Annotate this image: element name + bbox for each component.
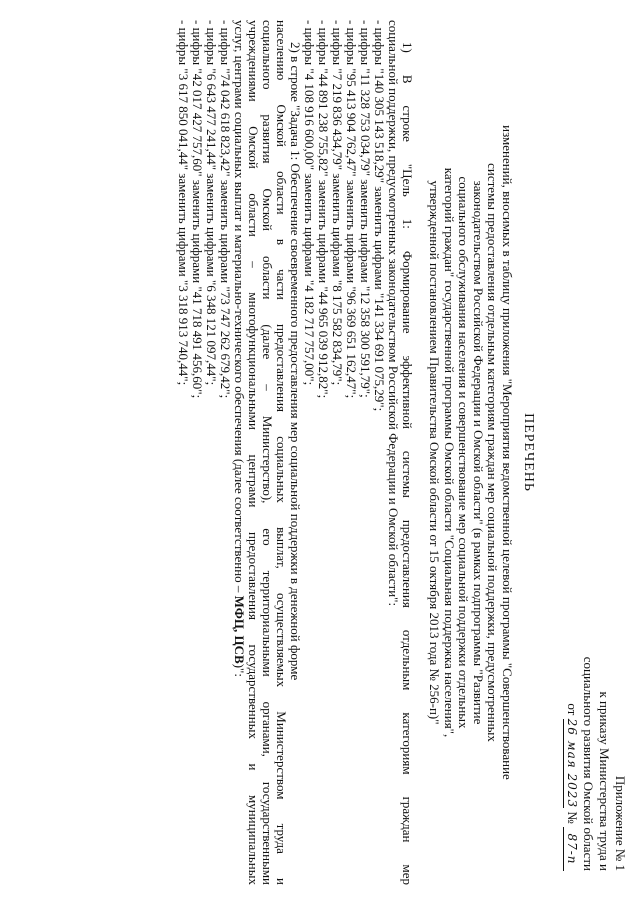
item2-lead: 2) в строке "Задача 1: Обеспечение своевременного предоставления мер социальной поддержки в денежной форме — [288, 42, 303, 681]
intro-line: категорий граждан" государственной программы Омской области "Социальная поддержка населения", — [442, 167, 457, 738]
item1-lead: 1) В строке "Цель 1: Формирование эффективной системы предоставления отдельным категориям граждан мер — [400, 42, 415, 885]
intro-line: утвержденной постановлением Правительства Омской области от 15 октября 2013 года № 256-п)" — [427, 180, 443, 725]
appendix-number: Приложение № 1 — [613, 775, 628, 871]
appendix-order-ref: к приказу Министерства труда и — [597, 691, 612, 871]
appendix-header — [563, 657, 628, 871]
intro-line: системы предоставления отдельным категориям граждан мер социальной поддержки, предусмотренных — [485, 163, 501, 742]
order-date-field — [563, 719, 580, 809]
item2-line: социального развития Омской области (далее – Министерство), его территориальными органами, государственными — [260, 20, 275, 885]
item2-line: населению Омской области в части предоставления социальных выплат, осуществляемых Министерством труда и — [274, 20, 289, 885]
item2-replacement: - цифры "6 643 477 241,44" заменить цифрами "6 348 121 097,44"; — [204, 20, 219, 386]
number-label: № — [565, 811, 580, 824]
document-title: ПЕРЕЧЕНЬ — [521, 413, 536, 492]
handwritten-date: 26 мая 2023 — [565, 718, 579, 809]
item2-last-suffix: )": — [232, 663, 247, 677]
intro-line: законодательством Российской Федерации и Омской области" (в рамках подпрограммы "Развитие — [471, 180, 486, 725]
intro-paragraph — [427, 0, 514, 905]
item2-abbreviation: МФЦ, ЦСВ — [232, 595, 247, 664]
from-label: от — [565, 703, 580, 716]
item2-last-line — [232, 20, 246, 677]
item1-replacement: - цифры "7 219 836 434,79" заменить цифрами "8 175 582 834,79"; — [330, 20, 345, 386]
handwritten-number: 87-п — [565, 833, 579, 865]
appendix-ministry: социального развития Омской области — [581, 656, 596, 871]
item2-replacement: - цифры "42 017 427 757,60" заменить цифрами "41 718 491 456,60"; — [190, 20, 205, 399]
intro-line: социального обслуживания населения и совершенствование мер социальной поддержки отдельных — [456, 176, 472, 729]
item1-replacement: - цифры "44 891 238 755,82" заменить цифрами "44 965 039 912,82"; — [316, 20, 331, 399]
item1-replacement: - цифры "11 328 753 034,79" заменить цифрами "12 358 300 591,79"; — [358, 20, 373, 398]
appendix-date-number-line — [563, 657, 580, 871]
item1-replacement: - цифры "95 413 904 762,47" заменить цифрами "96 369 651 162,47"; — [344, 20, 359, 399]
item2-replacement: - цифры "74 042 618 823,42" заменить цифрами "73 747 262 679,42"; — [218, 20, 233, 399]
item2-replacement: - цифры "3 617 850 041,44" заменить цифрами "3 318 913 740,44"; — [176, 20, 191, 386]
intro-line: изменений, вносимых в таблицу приложения "Мероприятия ведомственной целевой программы "Совершенствование — [500, 125, 515, 780]
item1-replacement: - цифры "4 108 916 600,00" заменить цифрами "4 182 717 757,00"; — [302, 20, 317, 386]
item2-line: учреждениями Омской области – многофункциональными центрами предоставления государственных и муниципальных — [246, 20, 261, 885]
item1-replacement: - цифры "140 305 143 518,29" заменить цифрами "141 334 691 075,29"; — [372, 20, 387, 412]
item1-continuation: социальной поддержки, предусмотренных законодательством Российской Федерации и Омской области": — [386, 20, 401, 607]
item2-last-prefix: услуг, центрами социальных выплат и материально-технического обеспечения (далее соответственно – — [232, 20, 247, 596]
order-number-field — [563, 827, 580, 871]
